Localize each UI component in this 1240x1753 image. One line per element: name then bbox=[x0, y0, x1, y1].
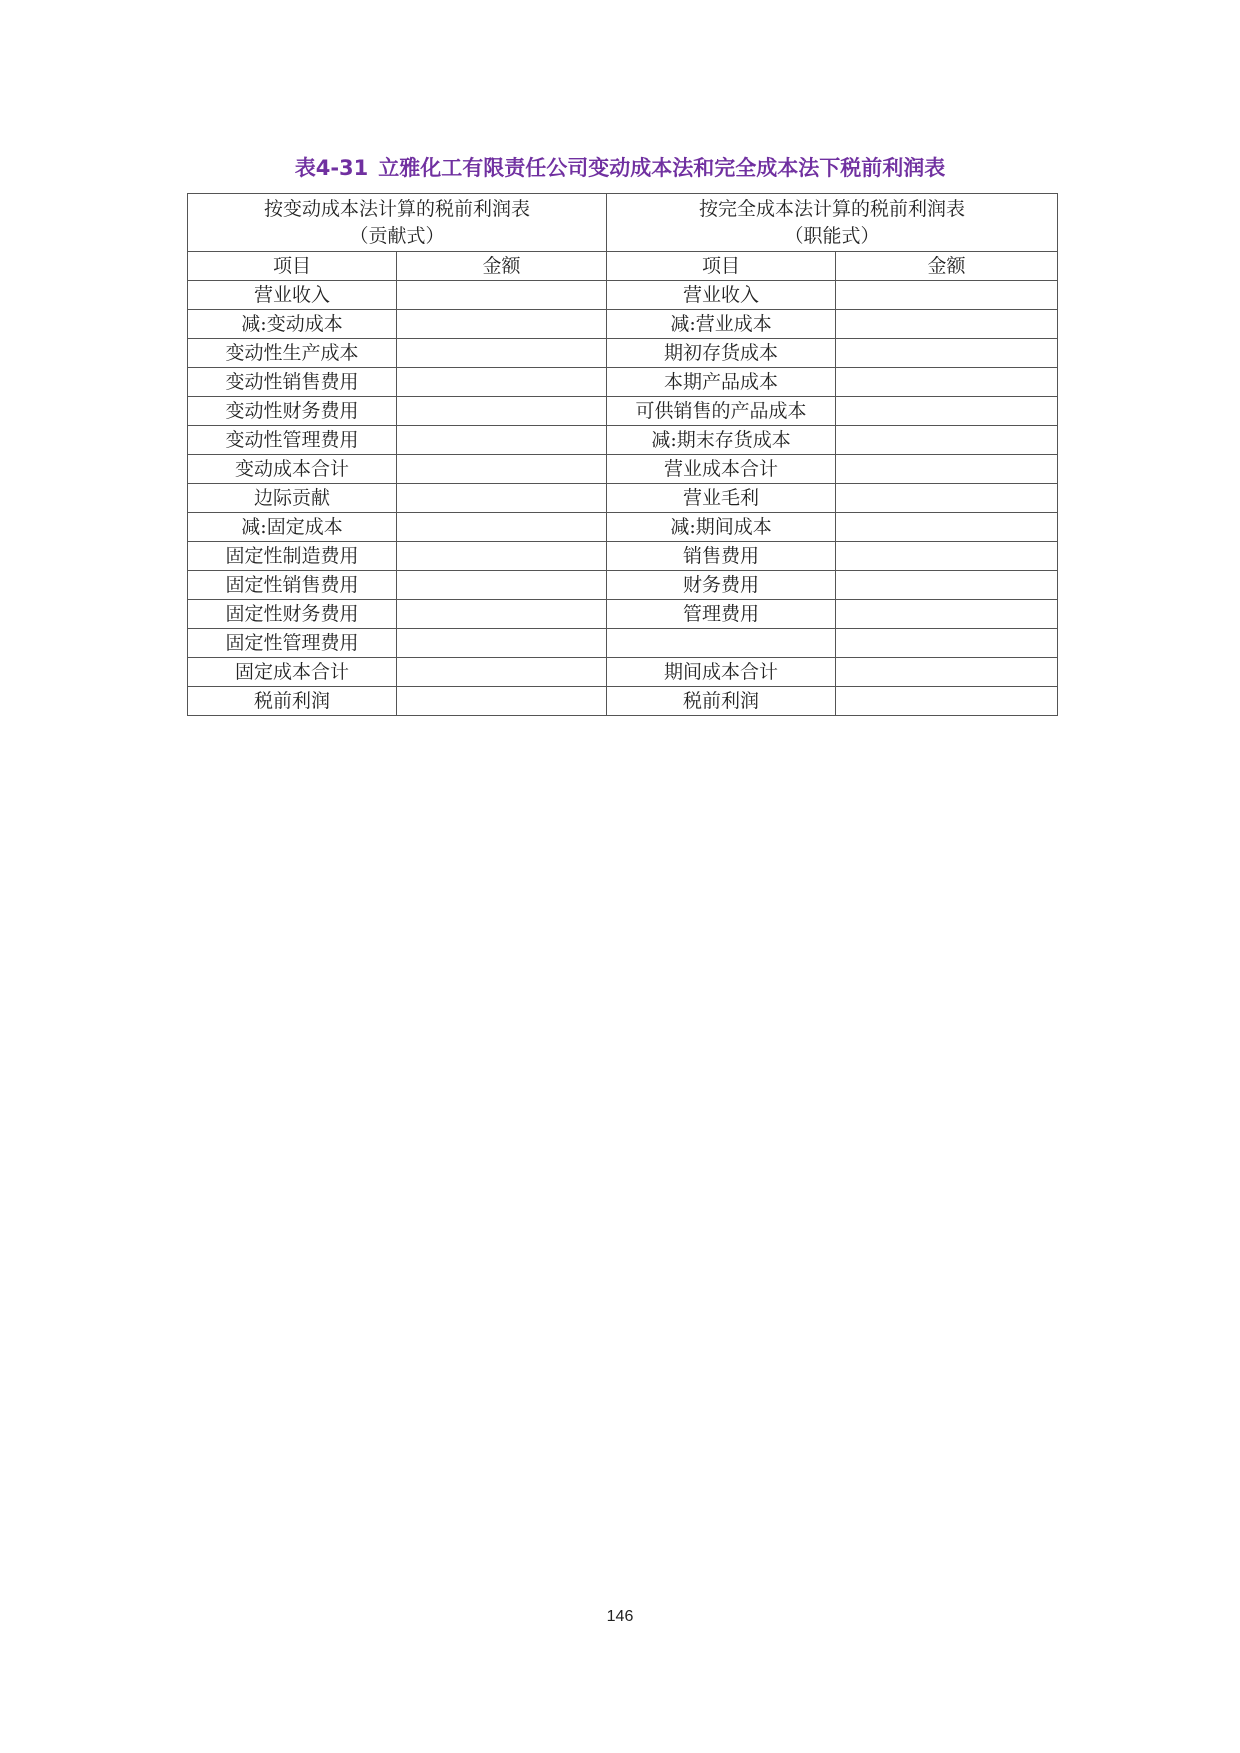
left-amount-cell bbox=[397, 339, 607, 368]
right-item-cell: 期初存货成本 bbox=[607, 339, 836, 368]
left-amount-cell bbox=[397, 368, 607, 397]
page-number: 146 bbox=[606, 1608, 634, 1625]
table-row bbox=[188, 426, 1058, 455]
page-title bbox=[0, 153, 1240, 183]
left-item-cell: 变动性销售费用 bbox=[188, 368, 397, 397]
left-item-cell: 固定性财务费用 bbox=[188, 600, 397, 629]
right-amount-cell bbox=[836, 658, 1058, 687]
left-amount-cell bbox=[397, 658, 607, 687]
table-row bbox=[188, 397, 1058, 426]
left-amount-cell bbox=[397, 513, 607, 542]
left-item-column-header: 项目 bbox=[188, 252, 397, 281]
table-number: 表4-31 bbox=[294, 156, 369, 180]
left-amount-column-header: 金额 bbox=[397, 252, 607, 281]
table-header-row bbox=[188, 194, 1058, 252]
right-amount-cell bbox=[836, 513, 1058, 542]
left-amount-cell bbox=[397, 397, 607, 426]
right-item-cell: 管理费用 bbox=[607, 600, 836, 629]
left-amount-cell bbox=[397, 600, 607, 629]
right-item-cell: 可供销售的产品成本 bbox=[607, 397, 836, 426]
absorption-costing-header bbox=[607, 194, 1058, 252]
right-amount-cell bbox=[836, 281, 1058, 310]
right-amount-cell bbox=[836, 397, 1058, 426]
table-row bbox=[188, 281, 1058, 310]
right-amount-cell bbox=[836, 571, 1058, 600]
profit-table bbox=[187, 193, 1058, 716]
right-amount-cell bbox=[836, 687, 1058, 716]
left-item-cell: 减:变动成本 bbox=[188, 310, 397, 339]
variable-costing-header bbox=[188, 194, 607, 252]
left-amount-cell bbox=[397, 310, 607, 339]
right-item-cell: 销售费用 bbox=[607, 542, 836, 571]
right-amount-cell bbox=[836, 310, 1058, 339]
right-item-cell: 减:期末存货成本 bbox=[607, 426, 836, 455]
right-item-cell: 本期产品成本 bbox=[607, 368, 836, 397]
table-row bbox=[188, 513, 1058, 542]
left-item-cell: 变动成本合计 bbox=[188, 455, 397, 484]
right-amount-cell bbox=[836, 629, 1058, 658]
table-row bbox=[188, 571, 1058, 600]
right-amount-cell bbox=[836, 484, 1058, 513]
absorption-costing-header-line1: 按完全成本法计算的税前利润表 bbox=[699, 197, 966, 220]
right-amount-cell bbox=[836, 455, 1058, 484]
left-item-cell: 营业收入 bbox=[188, 281, 397, 310]
table-row bbox=[188, 339, 1058, 368]
right-amount-cell bbox=[836, 339, 1058, 368]
left-amount-cell bbox=[397, 571, 607, 600]
right-item-cell: 营业收入 bbox=[607, 281, 836, 310]
right-amount-cell bbox=[836, 426, 1058, 455]
right-item-cell: 减:期间成本 bbox=[607, 513, 836, 542]
right-item-cell: 减:营业成本 bbox=[607, 310, 836, 339]
left-item-cell: 减:固定成本 bbox=[188, 513, 397, 542]
table-row bbox=[188, 455, 1058, 484]
right-amount-cell bbox=[836, 368, 1058, 397]
left-amount-cell bbox=[397, 484, 607, 513]
right-item-column-header: 项目 bbox=[607, 252, 836, 281]
right-item-cell: 期间成本合计 bbox=[607, 658, 836, 687]
left-item-cell: 变动性生产成本 bbox=[188, 339, 397, 368]
left-item-cell: 固定性制造费用 bbox=[188, 542, 397, 571]
left-item-cell: 固定性销售费用 bbox=[188, 571, 397, 600]
table-row bbox=[188, 484, 1058, 513]
absorption-costing-header-line2: （职能式） bbox=[784, 224, 880, 247]
table-row bbox=[188, 658, 1058, 687]
variable-costing-header-line1: 按变动成本法计算的税前利润表 bbox=[264, 197, 531, 220]
right-amount-column-header: 金额 bbox=[836, 252, 1058, 281]
left-amount-cell bbox=[397, 455, 607, 484]
table-row bbox=[188, 687, 1058, 716]
left-amount-cell bbox=[397, 629, 607, 658]
right-item-cell: 营业毛利 bbox=[607, 484, 836, 513]
left-amount-cell bbox=[397, 281, 607, 310]
right-item-cell: 财务费用 bbox=[607, 571, 836, 600]
left-amount-cell bbox=[397, 542, 607, 571]
table-row bbox=[188, 368, 1058, 397]
right-item-cell bbox=[607, 629, 836, 658]
left-item-cell: 固定性管理费用 bbox=[188, 629, 397, 658]
table-row bbox=[188, 542, 1058, 571]
left-item-cell: 边际贡献 bbox=[188, 484, 397, 513]
left-amount-cell bbox=[397, 426, 607, 455]
table-row bbox=[188, 310, 1058, 339]
table-row bbox=[188, 600, 1058, 629]
column-header-row bbox=[188, 252, 1058, 281]
variable-costing-header-line2: （贡献式） bbox=[349, 224, 445, 247]
right-item-cell: 税前利润 bbox=[607, 687, 836, 716]
table-title-text: 立雅化工有限责任公司变动成本法和完全成本法下税前利润表 bbox=[378, 156, 946, 180]
left-item-cell: 税前利润 bbox=[188, 687, 397, 716]
right-amount-cell bbox=[836, 542, 1058, 571]
right-item-cell: 营业成本合计 bbox=[607, 455, 836, 484]
left-item-cell: 变动性财务费用 bbox=[188, 397, 397, 426]
left-amount-cell bbox=[397, 687, 607, 716]
table-row bbox=[188, 629, 1058, 658]
left-item-cell: 固定成本合计 bbox=[188, 658, 397, 687]
right-amount-cell bbox=[836, 600, 1058, 629]
left-item-cell: 变动性管理费用 bbox=[188, 426, 397, 455]
